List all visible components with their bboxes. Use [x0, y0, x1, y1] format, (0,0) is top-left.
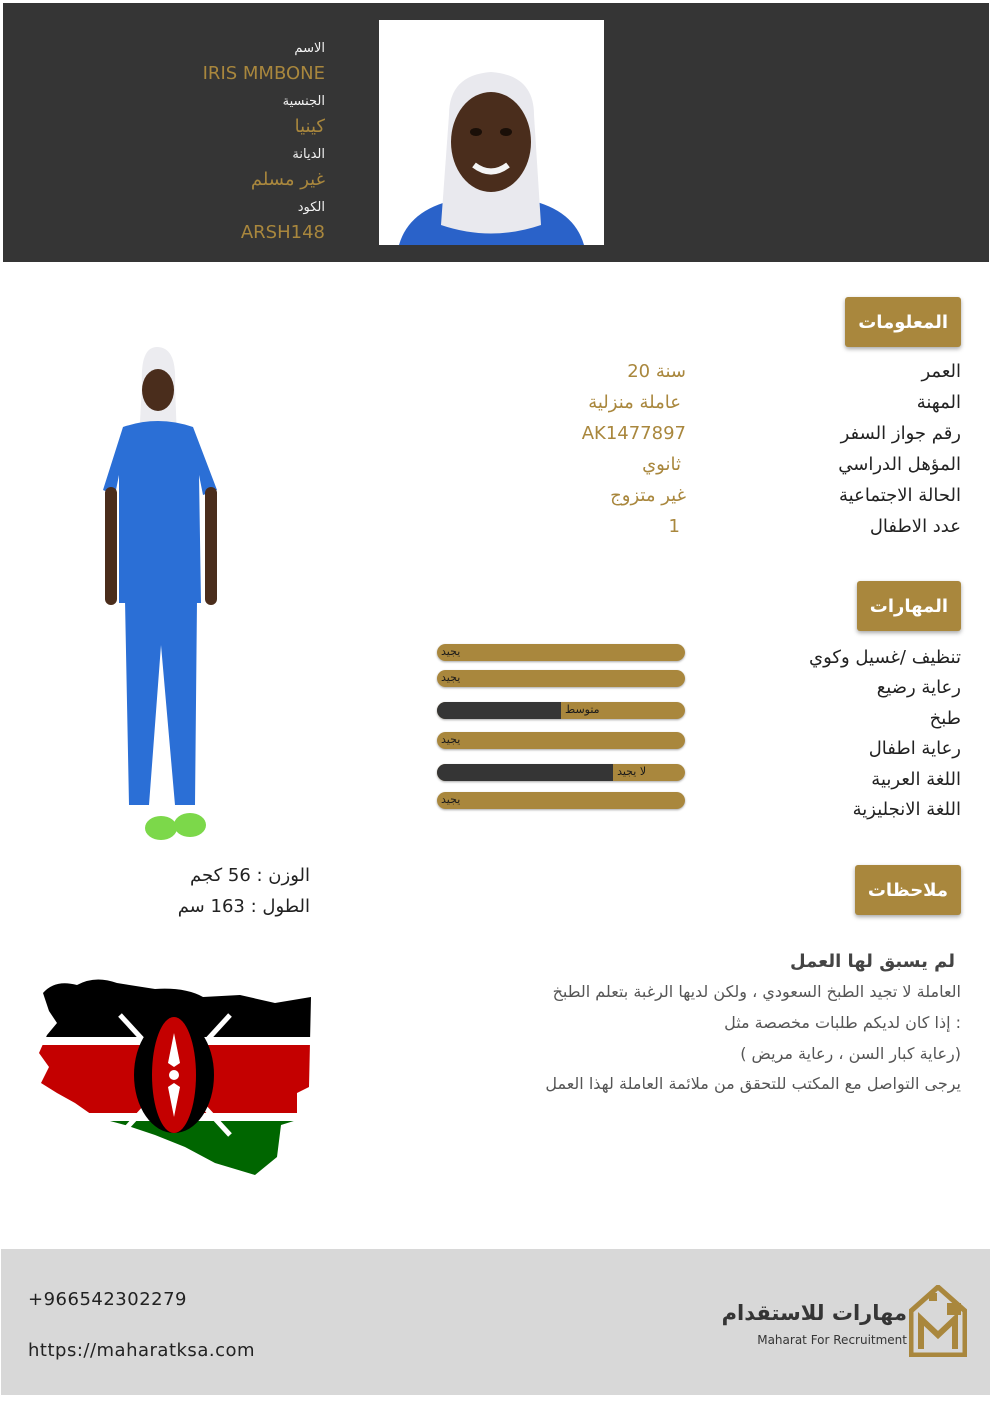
passport-value: AK1477897: [581, 423, 686, 444]
note-line-4: ( رعاية كبار السن ، رعاية مريض): [740, 1044, 961, 1063]
skill-level-text: لا يجيد: [617, 765, 647, 778]
nationality-value: كينيا: [294, 116, 325, 137]
name-label: الاسم: [294, 41, 325, 56]
nationality-label: الجنسية: [282, 94, 325, 109]
profession-label: المهنة: [916, 392, 961, 413]
phone-number[interactable]: +966542302279: [28, 1289, 188, 1310]
skill-bar-unfilled: [437, 702, 561, 719]
skill-bar: [437, 670, 685, 687]
passport-label: رقم جواز السفر: [840, 423, 961, 444]
info-section-header: المعلومات: [845, 297, 961, 347]
age-label: العمر: [921, 361, 961, 382]
logo-english-text: Maharat For Recruitment: [757, 1333, 907, 1347]
skill-label-childcare: رعاية اطفال: [868, 738, 961, 759]
footer: [1, 1249, 990, 1395]
children-value: 1: [668, 516, 680, 537]
website-link[interactable]: https://maharatksa.com: [28, 1340, 256, 1361]
house-logo-icon: [909, 1285, 967, 1357]
portrait-photo: [379, 20, 604, 245]
code-label: الكود: [297, 200, 325, 215]
skill-bar: [437, 764, 685, 781]
notes-section-header: ملاحظات: [855, 865, 961, 915]
full-body-photo: [95, 345, 230, 850]
marital-status-value: غير متزوج: [610, 485, 686, 506]
skill-level-text: يجيد: [441, 645, 461, 658]
height-text: الطول : 163 سم: [177, 896, 310, 917]
note-line-5: يرجى التواصل مع المكتب للتحقق من ملائمة العاملة لهذا العمل: [545, 1074, 961, 1093]
skill-level-text: يجيد: [441, 793, 461, 806]
age-value: 20 سنة: [627, 361, 686, 382]
kenya-flag-map: [35, 975, 313, 1178]
skill-label-english: اللغة الانجليزية: [852, 799, 961, 820]
skill-label-cleaning: تنظيف /غسيل وكوي: [809, 647, 961, 668]
marital-status-label: الحالة الاجتماعية: [839, 485, 961, 506]
skill-label-cooking: طبخ: [929, 708, 961, 729]
profession-value: عاملة منزلية: [588, 392, 681, 413]
code-value: ARSH148: [240, 222, 325, 243]
skills-section-header: المهارات: [857, 581, 961, 631]
skill-bar-unfilled: [437, 764, 613, 781]
name-value: IRIS MMBONE: [202, 63, 325, 84]
religion-value: غير مسلم: [250, 169, 325, 190]
note-line-2: العاملة لا تجيد الطبخ السعودي ، ولكن لديها الرغبة بتعلم الطبخ: [552, 982, 961, 1001]
skill-bar: [437, 644, 685, 661]
note-line-3: إذا كان لديكم طلبات مخصصة مثل :: [724, 1013, 961, 1032]
weight-text: الوزن : 56 كجم: [190, 865, 310, 886]
note-line-1: لم يسبق لها العمل: [790, 951, 955, 972]
education-value: ثانوي: [642, 454, 681, 475]
skill-label-arabic: اللغة العربية: [871, 769, 961, 790]
skill-bar: [437, 732, 685, 749]
education-label: المؤهل الدراسي: [838, 454, 961, 475]
maharat-logo: [721, 1279, 971, 1361]
children-label: عدد الاطفال: [869, 516, 961, 537]
skill-level-text: يجيد: [441, 671, 461, 684]
logo-arabic-text: مهارات للاستقدام: [721, 1301, 907, 1325]
skill-bar: [437, 792, 685, 809]
skill-level-text: متوسط: [565, 703, 600, 716]
skill-bar: [437, 702, 685, 719]
skill-level-text: يجيد: [441, 733, 461, 746]
religion-label: الديانة: [292, 147, 325, 162]
skill-label-infant-care: رعاية رضيع: [876, 677, 961, 698]
